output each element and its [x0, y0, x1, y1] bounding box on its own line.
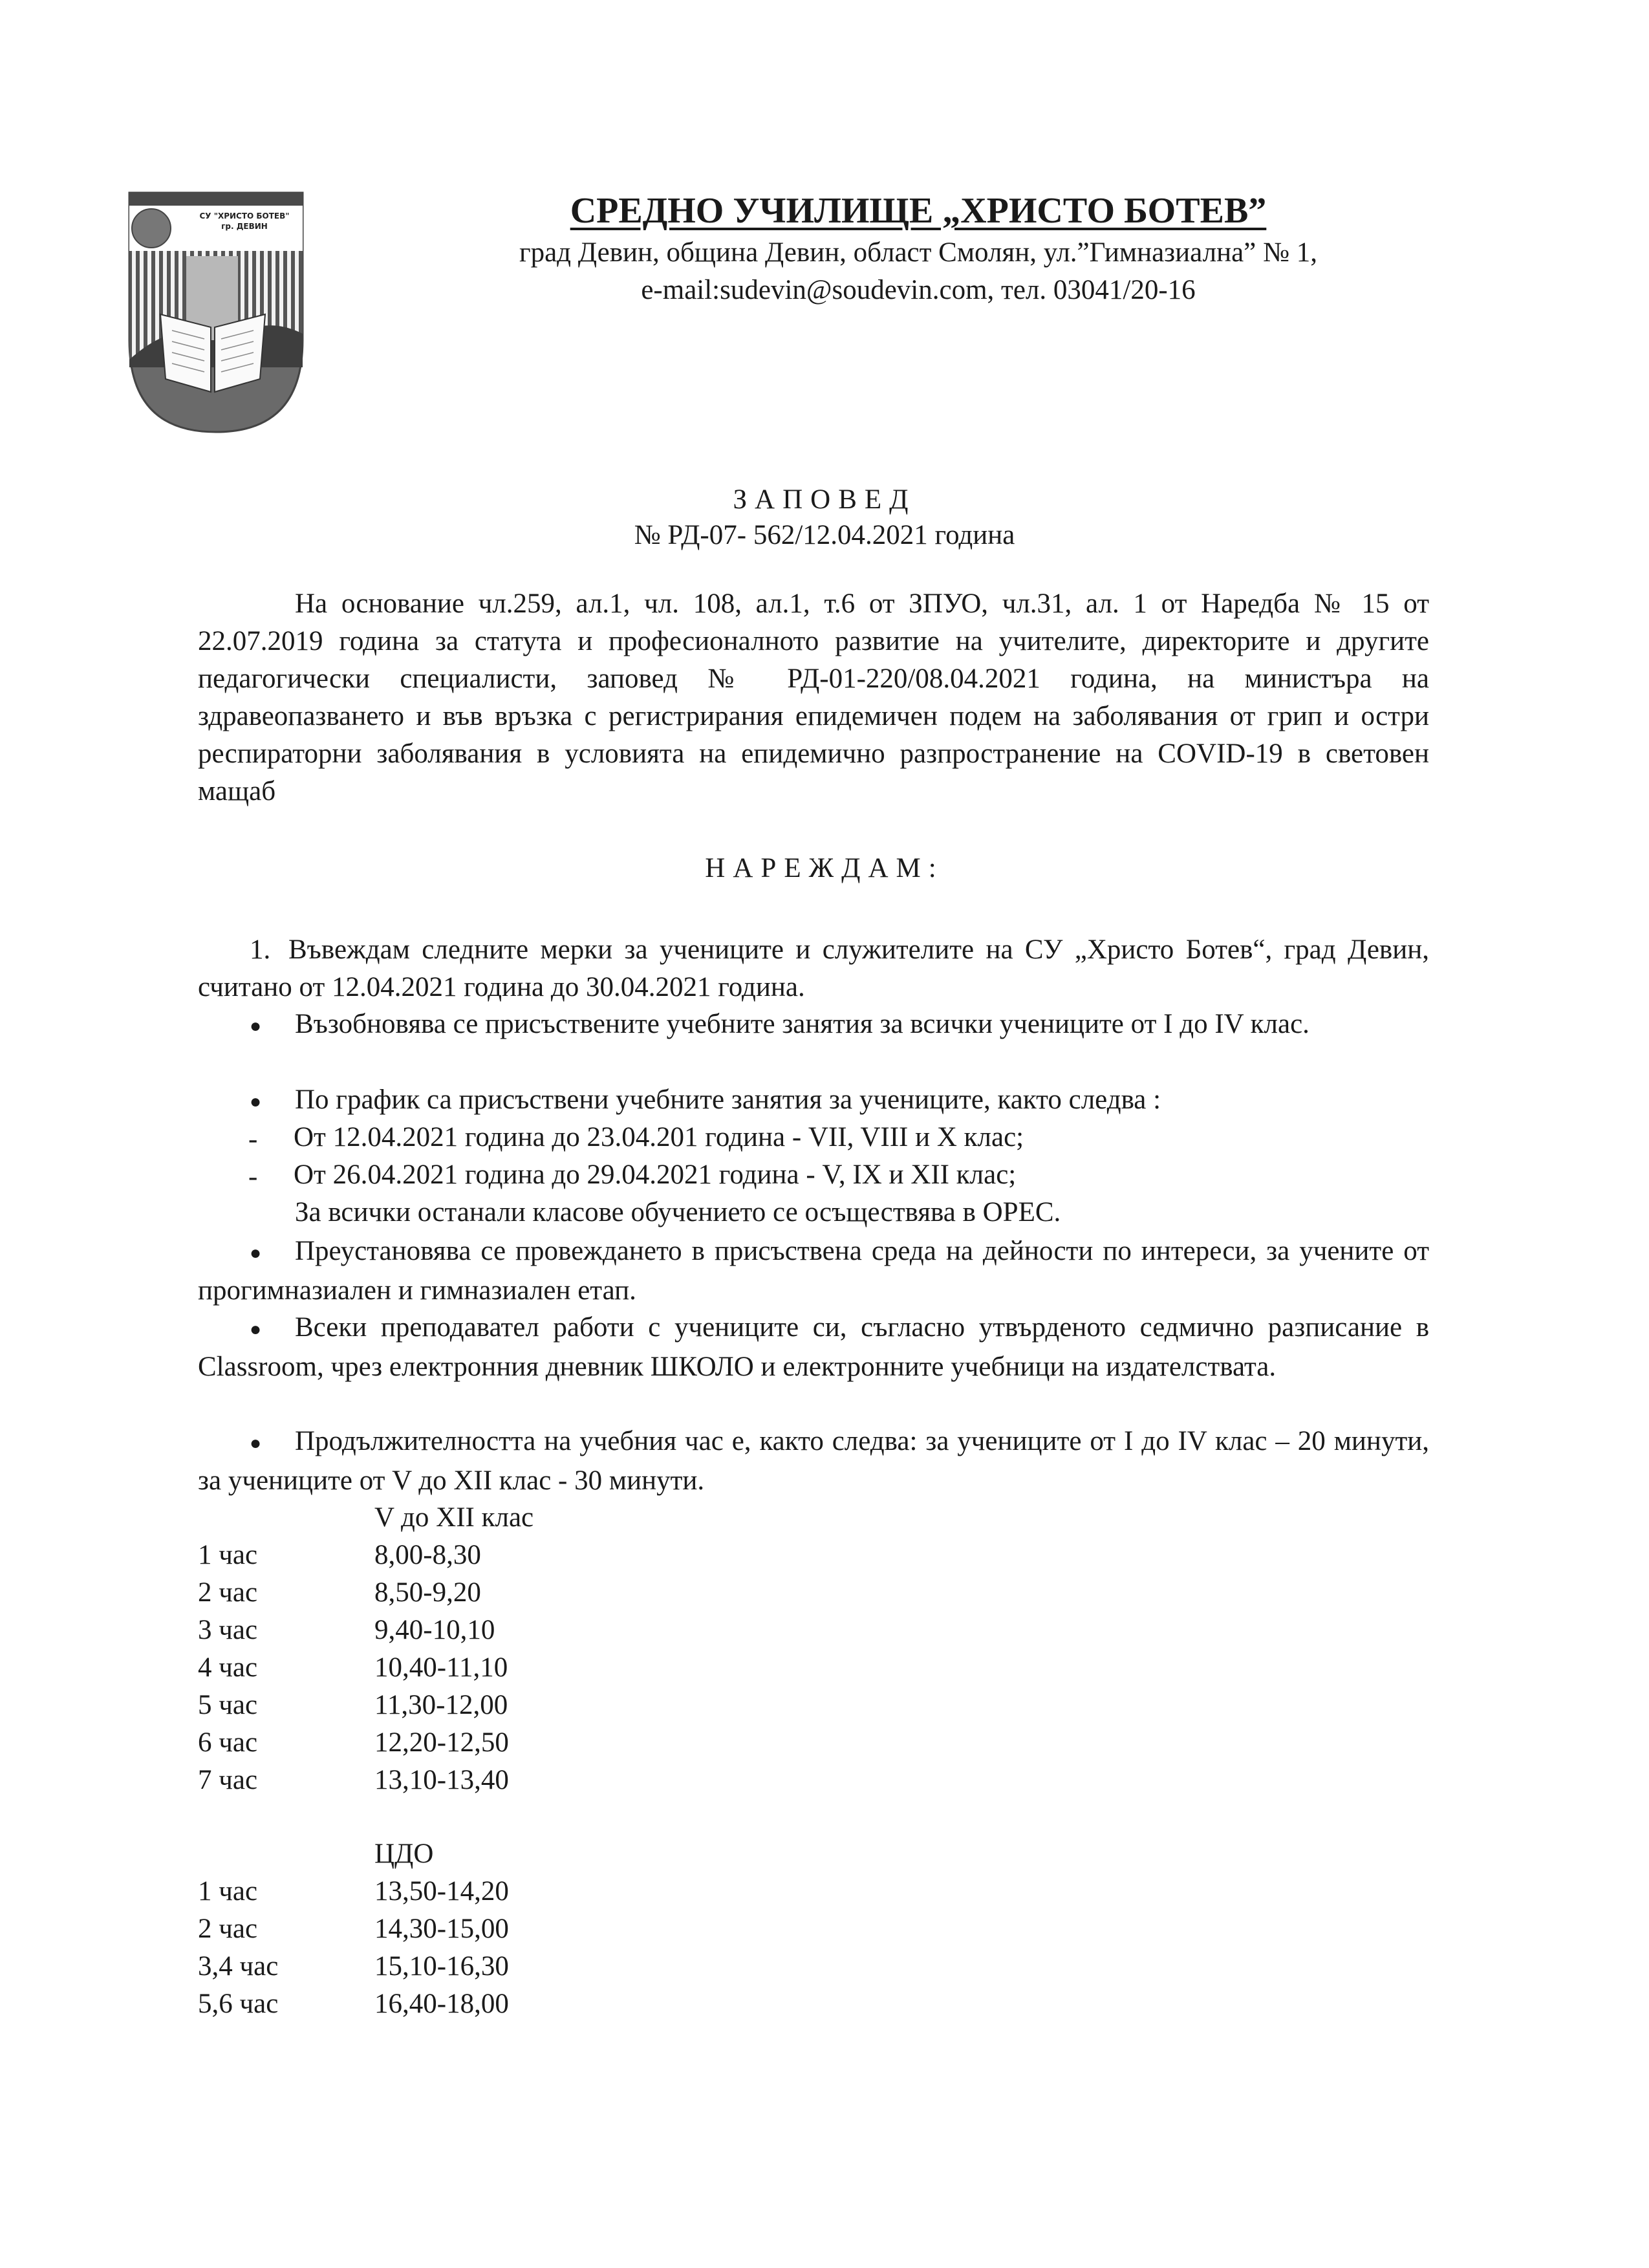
period-label: 6 час	[198, 1727, 258, 1758]
schedule-cdo	[198, 1835, 509, 2023]
schedule-row	[198, 1574, 534, 1612]
bullet-icon: ●	[250, 1432, 262, 1454]
measure-lesson-duration	[198, 1423, 1429, 1500]
schedule-row	[198, 1537, 534, 1574]
period-time: 16,40-18,00	[374, 1989, 509, 2019]
measure-suspend-activities	[198, 1233, 1429, 1310]
bullet-icon: ●	[250, 1242, 262, 1264]
period-time: 9,40-10,10	[374, 1615, 495, 1645]
period-time: 8,00-8,30	[374, 1540, 481, 1570]
measure-text: Възобновява се присъствените учебните занятия за всички учениците от I до IV клас.	[295, 1009, 1310, 1039]
period-text: От 12.04.2021 година до 23.04.201 година - VII, VIII и X клас;	[294, 1122, 1024, 1152]
period-time: 13,50-14,20	[374, 1876, 509, 1906]
school-crest-logo	[128, 191, 304, 433]
period-label: 7 час	[198, 1765, 258, 1795]
crest-line1: СУ "ХРИСТО БОТЕВ"	[199, 211, 290, 221]
schedule-row	[198, 1687, 534, 1724]
period-text: От 26.04.2021 година до 29.04.2021 година - V, IX и XII клас;	[294, 1160, 1017, 1190]
period-time: 15,10-16,30	[374, 1951, 509, 1982]
period-label: 5 час	[198, 1690, 258, 1720]
schedule-row	[198, 1873, 509, 1910]
period-label: 3,4 час	[198, 1951, 279, 1982]
order-number: № РД-07- 562/12.04.2021 година	[634, 520, 1015, 550]
schedule-row	[198, 1910, 509, 1948]
measure-resume-in-person	[198, 1006, 1429, 1045]
period-time: 13,10-13,40	[374, 1765, 509, 1795]
remaining-classes-note: За всички останали класове обучението се осъществява в ОРЕС.	[295, 1197, 1061, 1227]
schedule-main	[198, 1499, 534, 1799]
measure-text: Продължителността на учебния час е, както следва: за учениците от I до IV клас – 20 минути, за учениците от V до XII клас - 30 минути.	[198, 1426, 1429, 1496]
period-label: 3 час	[198, 1615, 258, 1645]
order-item-1	[198, 931, 1429, 1006]
order-title: ЗАПОВЕД	[733, 484, 916, 515]
dash-icon: -	[248, 1124, 258, 1155]
period-label: 5,6 час	[198, 1989, 279, 2019]
crest-line2: гр. ДЕВИН	[221, 222, 268, 231]
measure-text: По график са присъствени учебните занятия за учениците, както следва :	[295, 1085, 1161, 1115]
school-address: град Девин, община Девин, област Смолян, ул.”Гимназиална” № 1,	[519, 237, 1318, 268]
period-label: 1 час	[198, 1540, 258, 1570]
crest-text	[186, 211, 303, 232]
schedule-row	[198, 1649, 534, 1687]
period-time: 12,20-12,50	[374, 1727, 509, 1758]
measure-teachers-work	[198, 1309, 1429, 1386]
schedule-cdo-header: ЦДО	[374, 1839, 434, 1869]
schedule-main-header: V до XII клас	[374, 1502, 534, 1533]
measure-text: Всеки преподавател работи с учениците си, съгласно утвърденото седмично разписание в Classroom, чрез електронния дневник ШКОЛО и електронните учебници на издателствата.	[198, 1312, 1429, 1383]
school-name: СРЕДНО УЧИЛИЩЕ „ХРИСТО БОТЕВ”	[570, 191, 1267, 231]
schedule-period-1	[198, 1119, 1429, 1158]
period-label: 4 час	[198, 1652, 258, 1683]
period-label: 1 час	[198, 1876, 258, 1906]
schedule-row	[198, 1985, 509, 2023]
period-time: 10,40-11,10	[374, 1652, 508, 1683]
measure-text: Преустановява се провеждането в присъствена среда на дейности по интереси, за учените от прогимназиален и гимназиален етап.	[198, 1236, 1429, 1306]
school-contact: e-mail:sudevin@soudevin.com, тел. 03041/20-16	[641, 275, 1196, 305]
item-number: 1.	[250, 934, 271, 965]
period-time: 14,30-15,00	[374, 1914, 509, 1944]
schedule-row	[198, 1724, 534, 1762]
period-label: 2 час	[198, 1577, 258, 1608]
schedule-row	[198, 1762, 534, 1799]
schedule-period-2	[198, 1156, 1429, 1196]
bullet-icon: ●	[250, 1319, 262, 1341]
bullet-icon: ●	[250, 1091, 262, 1113]
letterhead	[388, 188, 1449, 309]
bullet-icon: ●	[250, 1015, 262, 1037]
schedule-row	[198, 1612, 534, 1649]
period-time: 11,30-12,00	[374, 1690, 508, 1720]
dash-icon: -	[248, 1161, 258, 1193]
preamble-paragraph: На основание чл.259, ал.1, чл. 108, ал.1, т.6 от ЗПУО, чл.31, ал. 1 от Наредба № 15 от 22.07.2019 година за статута и професионалното развитие на учителите, директорите и другите педагогически специалисти, заповед № РД-01-220/08.04.2021 година, на министъра на здравеопазването и във връзка с регистрирания епидемичен подем на заболявания от грип и остри респираторни заболявания в условията на епидемично разпространение на COVID-19 в световен мащаб	[198, 589, 1429, 806]
period-time: 8,50-9,20	[374, 1577, 481, 1608]
measure-schedule-intro	[198, 1081, 1429, 1121]
item-text: Въвеждам следните мерки за учениците и служителите на СУ „Христо Ботев“, град Девин, считано от 12.04.2021 година до 30.04.2021 година.	[198, 934, 1429, 1002]
period-label: 2 час	[198, 1914, 258, 1944]
schedule-row	[198, 1948, 509, 1985]
order-verb-heading: НАРЕЖДАМ:	[705, 853, 944, 883]
